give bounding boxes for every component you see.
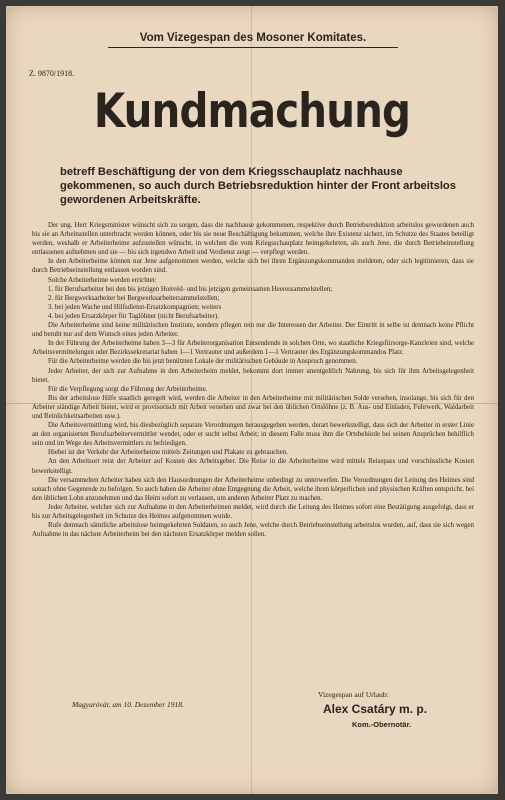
paragraph: Die Arbeiterheime sind keine militärischen Institute, sondern pflegen rein nur die Interessen der Arbeiter. Der Eintritt in selbe ist demnach keine Pflicht und beruht nur auf dem Wunsch eines jeden Arbeiter. <box>32 322 474 339</box>
paragraph: In den Arbeiterheime können nur Jene aufgenommen werden, welche sich bei ihren Ergänzungskommanden meldeten, oder sich legitimieren, dass sie durch Betriebseinstellung entlassen worden sind. <box>32 258 474 275</box>
paragraph: An den Arbeitsort reist der Arbeiter auf Kosten des Arbeitsgeber. Die Reise in die Arbeiterheime wird mittels Reisepass und vorschüssliche Kosten bewerkstelligt. <box>32 458 474 475</box>
list-item: 4. bei jeden Ersatzkörper für Taglöhner (nicht Berufsarbeiter). <box>48 312 220 320</box>
list-item: 3. bei jeden Wache und Hilfsdienst-Ersatzkompagnien; weiters <box>48 303 222 311</box>
list-item: 1. für Berufsarbeiter bei den bis jetzigen Honvéd- und bis jetzigen gemeinsamen Heeressammelstellen; <box>48 285 333 293</box>
signatory-role: Kom.-Obernotär. <box>352 720 412 729</box>
paragraph: Die Arbeitsvermittlung wird, bis diesbezüglich separate Verordnungen herausgegeben werden, derart bewerkstelligt, dass sich der Arbeiter in erster Linie an den organisierten Berufsarbeitervermittler wendet, oder er sucht selbst Arbeit; in diesem Falle muss ihm die Ortsbehörde bei seinen Ansprüchen behilflich sein und im Wege des Arbeitsvermittlers zu befriedigen. <box>32 422 474 448</box>
date-line: Magyaróvár, am 10. Dezember 1918. <box>72 700 184 709</box>
signature-intro: Vizegespan auf Urlaub: <box>318 690 389 699</box>
body-text <box>32 221 474 539</box>
document-title: Kundmachung <box>93 84 411 139</box>
issuer-header: Vom Vizegespan des Mosoner Komitates. <box>108 32 398 48</box>
paragraph: Rufe demnach sämtliche arbeitslose heimgekehrten Soldaten, so auch Jene, welche durch Betriebseinstellung arbeitslos wurden, auf, dass sie sich wegen Aufnahme in das nächste Arbeiterheim bei den nächsten Ersatzkörper melden sollen. <box>32 522 474 539</box>
paragraph: Bis der arbeitslose Hilfe staatlich geregelt wird, werden die Arbeiter in den Arbeiterheime mit militärischen Solde versehen, insolange, bis sich für den Arbeiter ständige Arbeit bietet, wird er provisorisch mit Arbeit versehen und zwar bei den üblichen Ortslöhne (z. B. Aus- und Einladen, Fuhrwerk, Waldarbeit und Reinlichkeitsarbeiten usw.). <box>32 394 474 420</box>
document-subtitle: betreff Beschäftigung der von dem Kriegsschauplatz nachhause gekommenen, so auch durch Betriebsreduktion hinter der Front arbeitslos gewordenen Arbeitskräfte. <box>60 166 456 206</box>
paragraph: In der Führung der Arbeiterheime haben 3—3 für Arbeiterorganisation Entsendende in solchen Orte, wo staatliche Kriegsfürsorge-Kanzleien sind, welche Arbeitsvermittelungen oder Bezirkssekretariat haben 1—1 Vertrauter und außerdem 1—1 Vertrauter des Ergänzungskommandos Platz. <box>32 340 474 357</box>
paragraph: Jeder Arbeiter, welcher sich zur Aufnahme in den Arbeiterheimen meldet, wird durch die Leitung des Heimes sofort eine Bestätigung ausgefolgt, dass er bis zur Arbeitsgelegenheit im Schutze des Heimes aufgenommen wurde. <box>32 503 474 520</box>
paragraph: Die versammelten Arbeiter haben sich den Hausordnungen der Arbeiterheime unbedingt zu unterwerfen. Die Verordnungen der Leitung des Heimes sind sonach ohne Gegenrede zu befolgen. So auch haben die Arbeiter ohne Entgegnung die Arbeit, welche ihren körperlichen und physischen Kräften entspricht, bei den üblichen Lohn anzunehmen und das Heim sofort zu verlassen, um anderen Arbeiter Platz zu machen. <box>32 476 474 502</box>
paragraph: Solche Arbeiterheime werden errichtet: <box>48 276 157 284</box>
paragraph: Der ung. Herr Kriegsminister wünscht sich zu sorgen, dass die nachhause gekommenen, respektive durch Betriebsreduktion arbeitslos gewordenen auch bis sie an Arbeitsstellen unterbracht werden können, oder bis sie neue Beschäftigung bekommen, welche ihre Existenz sichert, im Schutze des Staates beteiligt werden, weshalb er Arbeiterheime aufzustellen wünscht, in welchen die vom Kriegsschauplatz heimgekehrten, als auch Jene, die durch Betriebeinstellung entlassenen aufnehmen und sie — bis sich irgendwo Arbeit und Verdienst zeigt — verpflegt werden. <box>32 222 474 257</box>
paragraph: Jeder Arbeiter, der sich zur Aufnahme in den Arbeiterheim meldet, bekommt dort immer unentgeltlich Nahrung, bis sich für ihm Arbeitsgelegenheit bietet. <box>32 367 474 384</box>
paragraph: Für die Arbeiterheime werden die bis jetzt benützten Lokale der militärischen Gebäude in Anspruch genommen. <box>48 358 358 366</box>
signatory-name: Alex Csatáry m. p. <box>323 702 428 716</box>
paragraph: Für die Verpflegung sorgt die Führung der Arbeiterheime. <box>48 385 208 393</box>
document-sheet <box>6 6 498 794</box>
reference-number: Z. 9870/1918. <box>29 69 75 78</box>
list-item: 2. für Bergwerksarbeiter bei Bergwerksarbeitersammelstellen; <box>48 294 220 302</box>
paragraph: Hiebei ist der Verkehr der Arbeiterheime mittels Zeitungen und Plakate zu gebrauchen. <box>48 449 288 457</box>
